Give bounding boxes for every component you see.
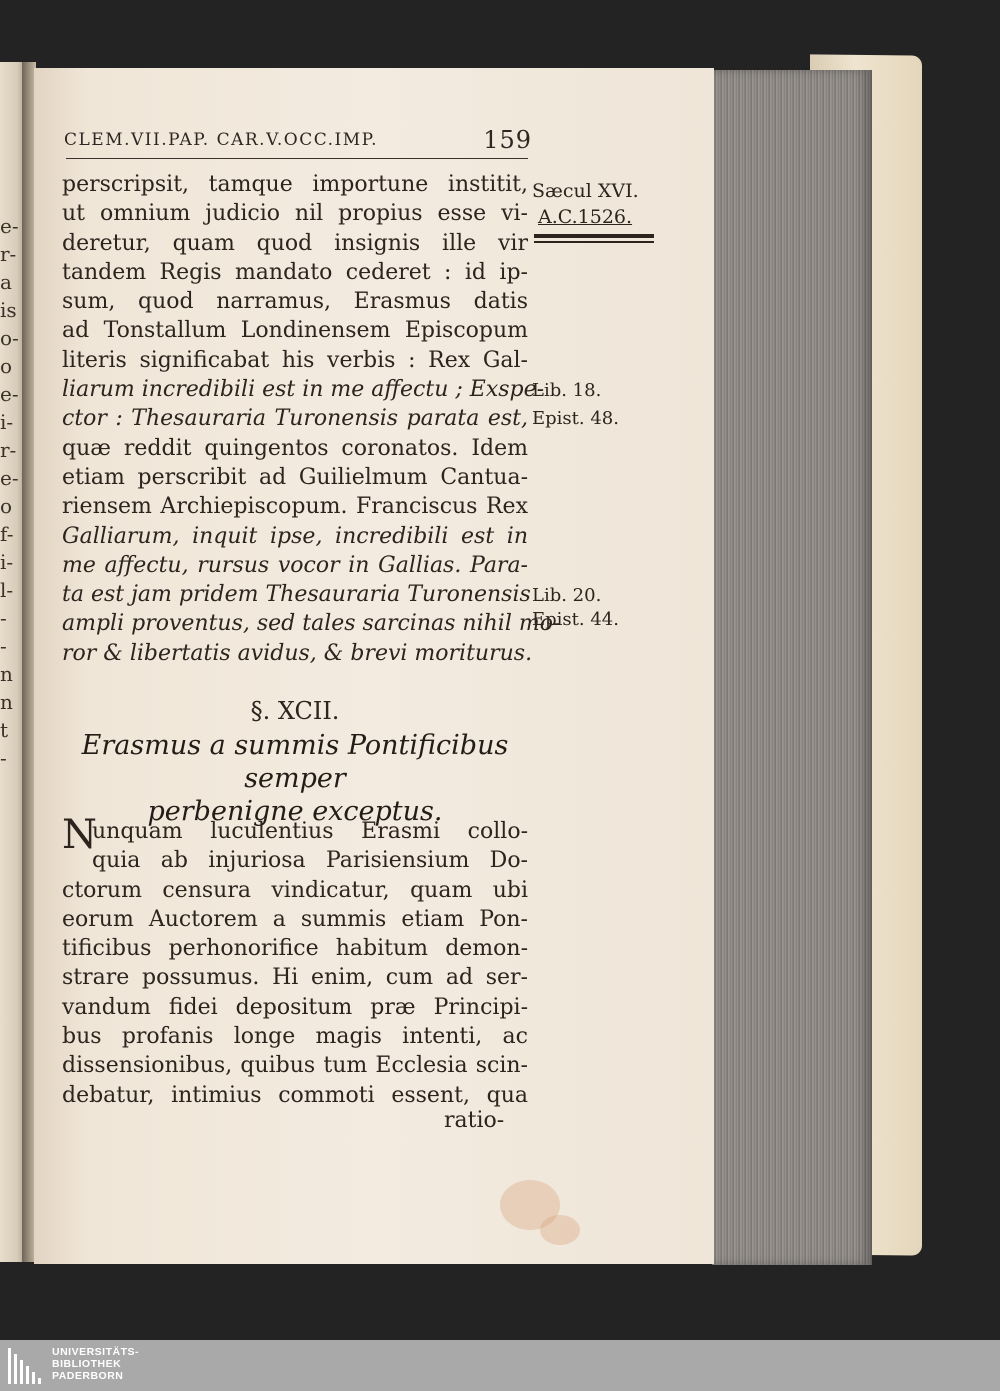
text-line: Galliarum, inquit ipse, incredibili est in	[62, 523, 528, 549]
section-title-line: perbenigne exceptus.	[147, 796, 443, 827]
text-line: tandem Regis mandato cederet : id ip-	[62, 259, 528, 285]
left-page-edge	[0, 62, 24, 1262]
institution-line: UNIVERSITÄTS-	[52, 1346, 140, 1358]
running-head	[64, 126, 534, 160]
margin-note-ref2-lib: Lib. 20.	[532, 585, 602, 606]
library-logo-icon	[8, 1348, 42, 1384]
text-line: quia ab injuriosa Parisiensium Do-	[92, 848, 528, 874]
foxing-stain	[540, 1215, 580, 1245]
margin-note-saeculum: Sæcul XVI.	[532, 180, 639, 202]
text-line: vandum fidei depositum præ Principi-	[62, 994, 528, 1020]
text-line: etiam perscribit ad Guilielmum Cantua-	[62, 464, 528, 490]
text-line: ad Tonstallum Londinensem Episcopum	[62, 318, 528, 344]
margin-rule-thin	[534, 241, 654, 243]
drop-cap: N	[62, 812, 97, 858]
running-head-title: CLEM.VII.PAP. CAR.V.OCC.IMP.	[64, 130, 379, 150]
text-line: dissensionibus, quibus tum Ecclesia scin-	[62, 1053, 528, 1079]
paragraph-1	[62, 170, 561, 668]
text-line: debatur, intimius commoti essent, qua	[62, 1082, 528, 1108]
text-line: literis significabat his verbis : Rex Gal-	[62, 347, 528, 373]
institution-line: BIBLIOTHEK	[52, 1358, 122, 1370]
text-line: bus profanis longe magis intenti, ac	[62, 1024, 528, 1050]
text-line: ampli proventus, sed tales sarcinas nihil mo-	[62, 611, 561, 637]
text-line: deretur, quam quod insignis ille vir	[62, 230, 528, 256]
page-number: 159	[483, 126, 532, 154]
left-page-text-fragments: e- r- a is o- o e- i- r- e- o f- i- l- - - n n t -	[0, 214, 19, 770]
text-line: ta est jam pridem Thesauraria Turonensis	[62, 582, 531, 608]
institution-name	[52, 1346, 139, 1382]
text-line: ror & libertatis avidus, & brevi moriturus.	[62, 640, 533, 666]
section-title	[62, 729, 528, 828]
section-number: §. XCII.	[250, 697, 340, 725]
text-line: strare possumus. Hi enim, cum ad ser-	[62, 965, 528, 991]
header-rule	[66, 158, 528, 159]
catchword: ratio-	[444, 1108, 505, 1133]
page-edges	[712, 70, 872, 1265]
text-line: ctorum censura vindicatur, quam ubi	[62, 877, 528, 903]
text-line: unquam luculentius Erasmi collo-	[92, 819, 528, 844]
text-line: me affectu, rursus vocor in Gallias. Para-	[62, 552, 528, 578]
text-line: ctor : Thesauraria Turonensis parata est,	[62, 406, 528, 432]
margin-rule-thick	[534, 234, 654, 238]
text-line: ut omnium judicio nil propius esse vi-	[62, 201, 528, 227]
text-line: liarum incredibili est in me affectu ; Exspe-	[62, 377, 545, 403]
text-line: sum, quod narramus, Erasmus datis	[62, 289, 528, 315]
institution-line: PADERBORN	[52, 1370, 124, 1382]
footer-bar	[0, 1340, 1000, 1391]
text-line: perscripsit, tamque importune institit,	[62, 172, 528, 197]
text-line: riensem Archiepiscopum. Franciscus Rex	[62, 494, 528, 520]
margin-note-ref1-epist: Epist. 48.	[532, 408, 619, 429]
section-title-line: Erasmus a summis Pontificibus semper	[81, 730, 509, 794]
text-line: quæ reddit quingentos coronatos. Idem	[62, 435, 528, 461]
text-line: eorum Auctorem a summis etiam Pon-	[62, 906, 528, 932]
text-line: tificibus perhonorifice habitum demon-	[62, 936, 528, 962]
margin-note-year: A.C.1526.	[538, 206, 633, 228]
paragraph-2	[62, 812, 528, 1110]
margin-note-ref2-epist: Epist. 44.	[532, 609, 619, 630]
margin-note-ref1-lib: Lib. 18.	[532, 380, 602, 401]
